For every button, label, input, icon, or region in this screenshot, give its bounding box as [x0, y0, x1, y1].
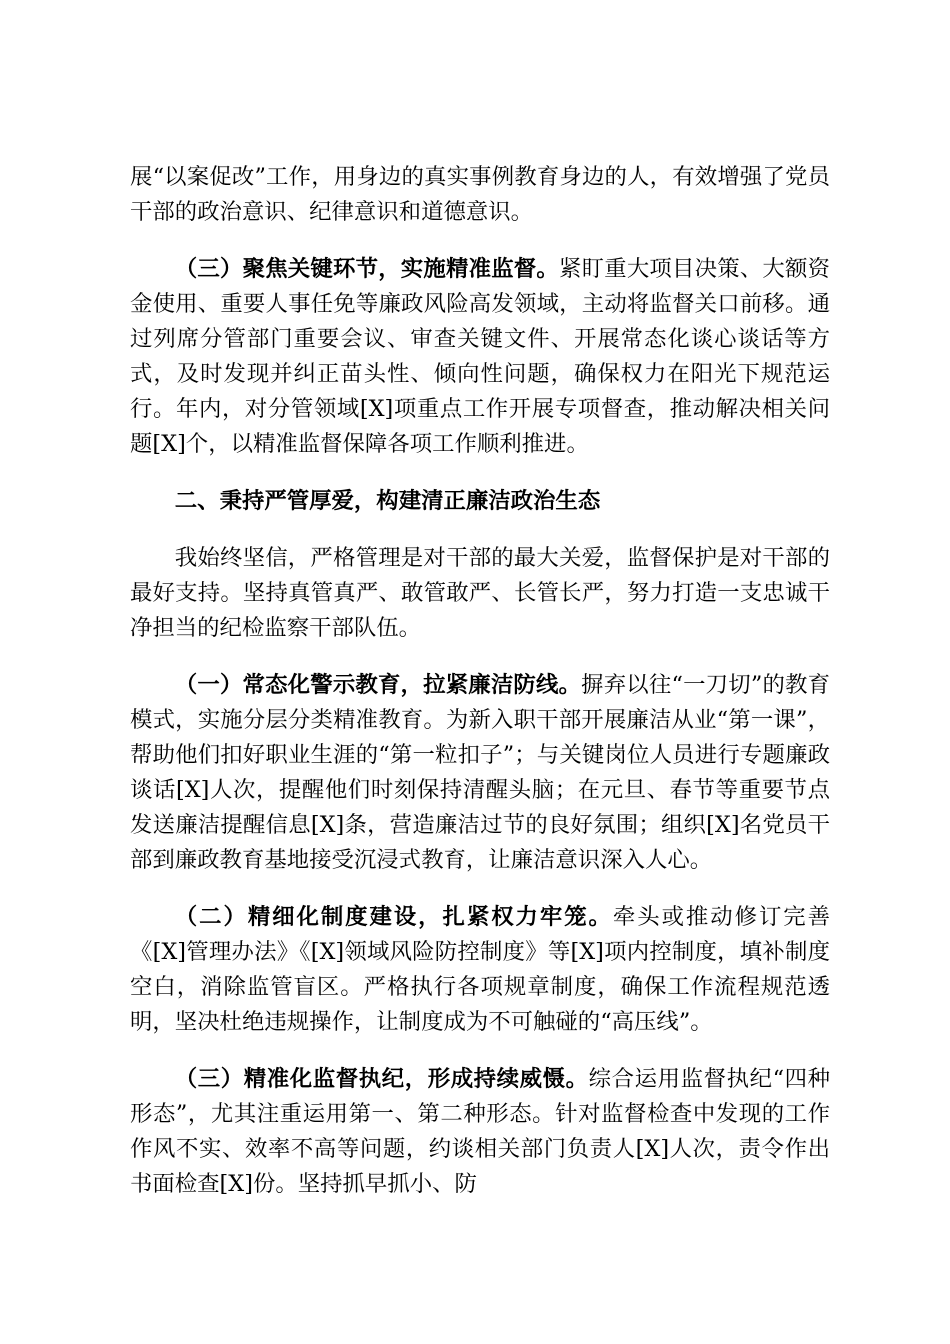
paragraph-text: 紧盯重大项目决策、大额资金使用、重要人事任免等廉政风险高发领域，主动将监督关口前移。通过列席分管部门重要会议、审查关键文件、开展常态化谈心谈话等方式，及时发现并纠正苗头性、倾向性问题，确保权力在阳光下规范运行。年内，对分管领域[X]项重点工作开展专项督查，推动解决相关问题[X]个，以精准监督保障各项工作顺利推进。 — [130, 256, 831, 457]
paragraph-text: 牵头或推动修订完善《[X]管理办法》《[X]领域风险防控制度》等[X]项内控制度，填补制度空白，消除监管盲区。严格执行各项规章制度，确保工作流程规范透明，坚决杜绝违规操作，让制度成为不可触碰的“高压线”。 — [130, 904, 831, 1035]
section-heading-text: 二、秉持严管厚爱，构建清正廉洁政治生态 — [174, 488, 601, 514]
paragraph-continuation — [130, 160, 830, 230]
paragraph-text: 我始终坚信，严格管理是对干部的最大关爱，监督保护是对干部的最好支持。坚持真管真严、敢管敢严、长管长严，努力打造一支忠诚干净担当的纪检监察干部队伍。 — [130, 545, 830, 641]
paragraph-text: 展“以案促改”工作，用身边的真实事例教育身边的人，有效增强了党员干部的政治意识、纪律意识和道德意识。 — [130, 164, 830, 225]
paragraph-section-intro — [130, 541, 830, 646]
paragraph-lead: （三）精准化监督执纪，形成持续威慑。 — [174, 1066, 589, 1092]
paragraph-discipline-enforcement — [130, 1062, 830, 1202]
paragraph-lead: （一）常态化警示教育，拉紧廉洁防线。 — [174, 672, 582, 698]
paragraph-text: 摒弃以往“一刀切”的教育模式，实施分层分类精准教育。为新入职干部开展廉洁从业“第一课”，帮助他们扣好职业生涯的“第一粒扣子”；与关键岗位人员进行专题廉政谈话[X]人次，提醒他们时刻保持清醒头脑；在元旦、春节等重要节点发送廉洁提醒信息[X]条，营造廉洁过节的良好氛围；组织[X]名党员干部到廉政教育基地接受沉浸式教育，让廉洁意识深入人心。 — [130, 672, 830, 873]
paragraph-text: 综合运用监督执纪“四种形态”，尤其注重运用第一、第二种形态。针对监督检查中发现的工作作风不实、效率不高等问题，约谈相关部门负责人[X]人次，责令作出书面检查[X]份。坚持抓早抓小、防 — [130, 1066, 830, 1197]
paragraph-lead: （二）精细化制度建设，扎紧权力牢笼。 — [174, 904, 613, 930]
paragraph-focus-key-links — [130, 252, 830, 462]
paragraph-lead: （三）聚焦关键环节，实施精准监督。 — [174, 256, 560, 282]
paragraph-warning-education — [130, 668, 830, 878]
document-page — [130, 160, 830, 1224]
paragraph-system-building — [130, 900, 830, 1040]
section-heading — [130, 484, 830, 519]
